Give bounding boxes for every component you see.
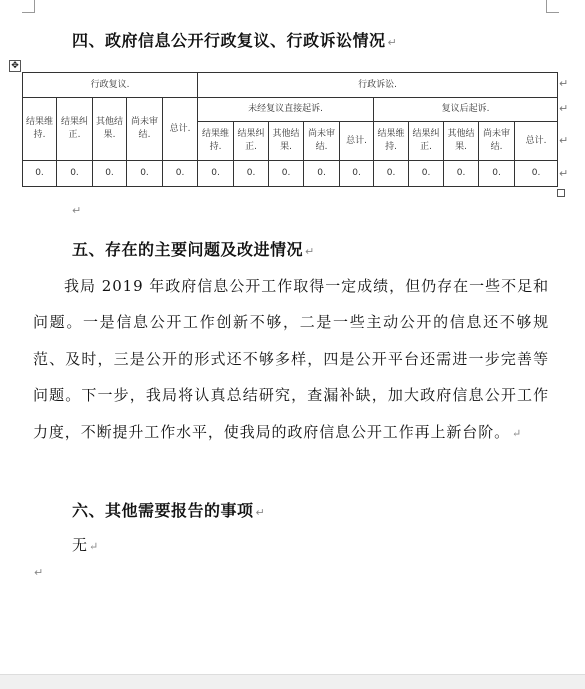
table-col-header: 其他结果. xyxy=(93,98,127,161)
table-col-header: 尚未审结. xyxy=(127,98,163,161)
page-corner-mark-left xyxy=(22,0,35,13)
table-cell-value: 0. xyxy=(515,161,558,187)
table-cell-value: 0. xyxy=(444,161,479,187)
table-col-header: 总计. xyxy=(163,98,198,161)
table-cell-value: 0. xyxy=(198,161,234,187)
page-gap xyxy=(0,674,585,689)
row-end-mark: ↵ xyxy=(559,102,569,115)
table-col-header: 其他结果. xyxy=(444,122,479,161)
section-six-title: 六、其他需要报告的事项 xyxy=(72,501,254,520)
paragraph-mark: ↵ xyxy=(72,204,82,217)
table-cell-value: 0. xyxy=(163,161,198,187)
paragraph-mark: ↵ xyxy=(89,540,99,553)
table-cell-value: 0. xyxy=(269,161,304,187)
section-five-title: 五、存在的主要问题及改进情况 xyxy=(72,240,304,259)
table-col-header: 其他结果. xyxy=(269,122,304,161)
row-end-mark: ↵ xyxy=(559,134,569,147)
table-cell-value: 0. xyxy=(479,161,515,187)
table-col-header: 结果纠正. xyxy=(409,122,444,161)
table-col-header: 结果维持. xyxy=(23,98,57,161)
table-col-header: 结果纠正. xyxy=(57,98,93,161)
section-five-heading xyxy=(72,237,315,260)
paragraph-mark: ↵ xyxy=(34,566,44,579)
table-col-header: 总计. xyxy=(340,122,374,161)
table-cell-value: 0. xyxy=(23,161,57,187)
body-paragraph: 我局 2019 年政府信息公开工作取得一定成绩，但仍存在一些不足和问题。一是信息公开工作创新不够，二是一些主动公开的信息还不够规范、及时，三是公开的形式还不够多样，四是公开平台还需进一步完善等问题。下一步，我局将认真总结研究，查漏补缺，加大政府信息公开工作力度，不断提升工作水平，使我局的政府信息公开工作再上新台阶。 ↵ xyxy=(33,277,549,441)
section-four-heading xyxy=(72,28,397,51)
table-col-header: 尚未审结. xyxy=(479,122,515,161)
table-col-header: 结果维持. xyxy=(198,122,234,161)
table-resize-handle[interactable] xyxy=(557,189,565,197)
row-end-mark: ↵ xyxy=(559,167,569,180)
table-cell-value: 0. xyxy=(93,161,127,187)
litigation-review-table xyxy=(22,72,558,187)
paragraph-mark: ↵ xyxy=(305,245,315,258)
table-cell-value: 0. xyxy=(127,161,163,187)
table-cell-value: 0. xyxy=(234,161,269,187)
section-six-heading xyxy=(72,498,265,521)
table-col-header: 尚未审结. xyxy=(304,122,340,161)
table-header-review: 行政复议. xyxy=(23,73,198,98)
table-cell-value: 0. xyxy=(374,161,409,187)
table-cell-value: 0. xyxy=(340,161,374,187)
table-cell-value: 0. xyxy=(57,161,93,187)
table-col-header: 总计. xyxy=(515,122,558,161)
none-text: 无 ↵ xyxy=(72,536,99,554)
row-end-mark: ↵ xyxy=(559,77,569,90)
page-corner-mark-right xyxy=(546,0,559,13)
table-move-handle-icon[interactable]: ✥ xyxy=(9,60,21,72)
table-col-header: 结果纠正. xyxy=(234,122,269,161)
table-header-after-review: 复议后起诉. xyxy=(374,98,558,122)
table-header-direct-suit: 未经复议直接起诉. xyxy=(198,98,374,122)
section-four-title: 四、政府信息公开行政复议、行政诉讼情况 xyxy=(72,31,386,50)
table-cell-value: 0. xyxy=(304,161,340,187)
paragraph-mark: ↵ xyxy=(512,426,523,440)
table-header-litigation: 行政诉讼. xyxy=(198,73,558,98)
paragraph-mark: ↵ xyxy=(255,506,266,519)
paragraph-mark: ↵ xyxy=(387,36,398,49)
table-cell-value: 0. xyxy=(409,161,444,187)
table-col-header: 结果维持. xyxy=(374,122,409,161)
